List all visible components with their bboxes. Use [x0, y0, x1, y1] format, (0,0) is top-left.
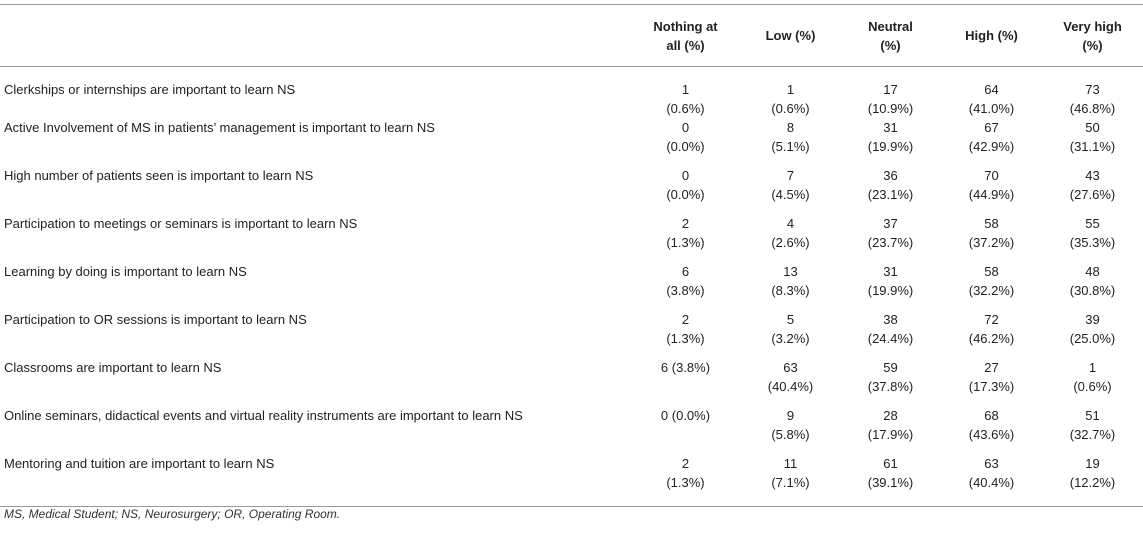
- cell-value: 6 (3.8%): [660, 360, 711, 375]
- cell-value: 73: [1085, 82, 1100, 97]
- cell-neutral: [840, 214, 941, 262]
- cell-percent: (42.9%): [968, 139, 1015, 154]
- cell-neutral: [840, 310, 941, 358]
- cell-very-high: [1042, 454, 1143, 506]
- cell-percent: (4.5%): [771, 187, 810, 202]
- row-label: Participation to meetings or seminars is important to learn NS: [4, 216, 358, 231]
- cell-value: 72: [984, 312, 999, 327]
- row-label: Classrooms are important to learn NS: [4, 360, 222, 375]
- cell-percent: (46.2%): [968, 331, 1015, 346]
- cell-value: 1: [681, 82, 690, 97]
- cell-neutral: [840, 454, 941, 506]
- cell-high: [941, 166, 1042, 214]
- row-label: Clerkships or internships are important to learn NS: [4, 82, 296, 97]
- cell-value: 48: [1085, 264, 1100, 279]
- header-neutral: Neutral (%): [868, 18, 913, 53]
- cell-percent: (46.8%): [1069, 101, 1116, 116]
- cell-low: [741, 406, 840, 454]
- cell-percent: (19.9%): [867, 283, 914, 298]
- cell-neutral: [840, 358, 941, 406]
- table-footnote: MS, Medical Student; NS, Neurosurgery; OR, Operating Room.: [4, 507, 341, 521]
- cell-value: 0 (0.0%): [660, 408, 711, 423]
- header-very-high: Very high (%): [1063, 18, 1122, 53]
- cell-nothing-at-all: [630, 166, 741, 214]
- table-row: [0, 358, 1143, 406]
- cell-value: 4: [786, 216, 795, 231]
- cell-neutral: [840, 262, 941, 310]
- cell-value: 39: [1085, 312, 1100, 327]
- row-label: Participation to OR sessions is important to learn NS: [4, 312, 307, 327]
- cell-percent: (19.9%): [867, 139, 914, 154]
- cell-value: 37: [883, 216, 898, 231]
- cell-value: 67: [984, 120, 999, 135]
- cell-low: [741, 310, 840, 358]
- table-row: [0, 310, 1143, 358]
- cell-value: 58: [984, 264, 999, 279]
- cell-value: 28: [883, 408, 898, 423]
- cell-value: 17: [883, 82, 898, 97]
- table-row: [0, 454, 1143, 506]
- cell-value: 59: [883, 360, 898, 375]
- cell-percent: (5.1%): [771, 139, 810, 154]
- cell-very-high: [1042, 262, 1143, 310]
- table-row: [0, 166, 1143, 214]
- cell-neutral: [840, 67, 941, 119]
- row-label: Learning by doing is important to learn NS: [4, 264, 247, 279]
- cell-percent: (27.6%): [1069, 187, 1116, 202]
- cell-value: 6: [681, 264, 690, 279]
- cell-high: [941, 310, 1042, 358]
- header-high: High (%): [965, 28, 1018, 43]
- cell-high: [941, 262, 1042, 310]
- cell-value: 5: [786, 312, 795, 327]
- cell-percent: (25.0%): [1069, 331, 1116, 346]
- cell-value: 0: [681, 120, 690, 135]
- cell-percent: (41.0%): [968, 101, 1015, 116]
- cell-high: [941, 454, 1042, 506]
- cell-low: [741, 67, 840, 119]
- cell-value: 2: [681, 456, 690, 471]
- cell-value: 31: [883, 120, 898, 135]
- cell-nothing-at-all: [630, 118, 741, 166]
- cell-nothing-at-all: [630, 67, 741, 119]
- cell-value: 27: [984, 360, 999, 375]
- row-label: Mentoring and tuition are important to learn NS: [4, 456, 275, 471]
- cell-percent: (5.8%): [771, 427, 810, 442]
- cell-value: 63: [984, 456, 999, 471]
- cell-neutral: [840, 166, 941, 214]
- cell-value: 8: [786, 120, 795, 135]
- cell-value: 58: [984, 216, 999, 231]
- table-row: [0, 406, 1143, 454]
- cell-value: 50: [1085, 120, 1100, 135]
- cell-percent: (17.9%): [867, 427, 914, 442]
- cell-percent: (32.2%): [968, 283, 1015, 298]
- cell-percent: (1.3%): [666, 331, 705, 346]
- cell-very-high: [1042, 118, 1143, 166]
- cell-value: 1: [1088, 360, 1097, 375]
- cell-very-high: [1042, 67, 1143, 119]
- cell-low: [741, 262, 840, 310]
- header-nothing-at-all: Nothing at all (%): [653, 18, 718, 53]
- cell-neutral: [840, 406, 941, 454]
- cell-very-high: [1042, 358, 1143, 406]
- cell-percent: (17.3%): [968, 379, 1015, 394]
- cell-nothing-at-all: [630, 262, 741, 310]
- header-row: [0, 5, 1143, 67]
- header-low: Low (%): [765, 28, 816, 43]
- table-body: [0, 67, 1143, 507]
- cell-value: 2: [681, 312, 690, 327]
- cell-percent: (39.1%): [867, 475, 914, 490]
- cell-percent: (23.7%): [867, 235, 914, 250]
- cell-value: 31: [883, 264, 898, 279]
- cell-percent: (44.9%): [968, 187, 1015, 202]
- cell-percent: (10.9%): [867, 101, 914, 116]
- cell-percent: (7.1%): [771, 475, 810, 490]
- table-row: [0, 262, 1143, 310]
- cell-value: 68: [984, 408, 999, 423]
- cell-value: 63: [783, 360, 798, 375]
- cell-percent: (2.6%): [771, 235, 810, 250]
- cell-percent: (1.3%): [666, 235, 705, 250]
- table-row: [0, 214, 1143, 262]
- cell-percent: (43.6%): [968, 427, 1015, 442]
- cell-value: 36: [883, 168, 898, 183]
- cell-value: 0: [681, 168, 690, 183]
- cell-neutral: [840, 118, 941, 166]
- cell-percent: (32.7%): [1069, 427, 1116, 442]
- cell-value: 38: [883, 312, 898, 327]
- header-label-column: [0, 5, 630, 67]
- cell-high: [941, 214, 1042, 262]
- cell-very-high: [1042, 166, 1143, 214]
- cell-value: 11: [783, 456, 798, 471]
- cell-percent: (3.2%): [771, 331, 810, 346]
- cell-percent: (23.1%): [867, 187, 914, 202]
- table-row: [0, 118, 1143, 166]
- cell-low: [741, 214, 840, 262]
- cell-value: 9: [786, 408, 795, 423]
- cell-nothing-at-all: [630, 310, 741, 358]
- cell-value: 13: [783, 264, 798, 279]
- cell-percent: (35.3%): [1069, 235, 1116, 250]
- cell-nothing-at-all: [630, 214, 741, 262]
- cell-percent: (1.3%): [666, 475, 705, 490]
- cell-value: 61: [883, 456, 898, 471]
- cell-percent: (37.8%): [867, 379, 914, 394]
- cell-percent: (40.4%): [767, 379, 814, 394]
- cell-percent: (0.6%): [1073, 379, 1112, 394]
- cell-high: [941, 406, 1042, 454]
- survey-table: [0, 4, 1143, 507]
- cell-percent: (37.2%): [968, 235, 1015, 250]
- cell-very-high: [1042, 214, 1143, 262]
- survey-table-container: [0, 4, 1143, 507]
- cell-nothing-at-all: [630, 454, 741, 506]
- row-label: Active Involvement of MS in patients’ management is important to learn NS: [4, 120, 435, 135]
- cell-percent: (0.0%): [666, 187, 705, 202]
- cell-very-high: [1042, 406, 1143, 454]
- cell-percent: (40.4%): [968, 475, 1015, 490]
- row-label: High number of patients seen is important to learn NS: [4, 168, 314, 183]
- cell-high: [941, 67, 1042, 119]
- cell-low: [741, 118, 840, 166]
- cell-percent: (12.2%): [1069, 475, 1116, 490]
- cell-value: 7: [786, 168, 795, 183]
- cell-nothing-at-all: [630, 406, 741, 454]
- table-row: [0, 67, 1143, 119]
- cell-value: 1: [786, 82, 795, 97]
- cell-value: 19: [1085, 456, 1100, 471]
- cell-high: [941, 118, 1042, 166]
- cell-low: [741, 358, 840, 406]
- cell-high: [941, 358, 1042, 406]
- cell-percent: (24.4%): [867, 331, 914, 346]
- cell-percent: (8.3%): [771, 283, 810, 298]
- cell-percent: (30.8%): [1069, 283, 1116, 298]
- cell-percent: (0.0%): [666, 139, 705, 154]
- cell-percent: (31.1%): [1069, 139, 1116, 154]
- cell-nothing-at-all: [630, 358, 741, 406]
- row-label: Online seminars, didactical events and virtual reality instruments are important to learn NS: [4, 408, 523, 423]
- cell-value: 51: [1085, 408, 1100, 423]
- cell-low: [741, 454, 840, 506]
- cell-very-high: [1042, 310, 1143, 358]
- cell-percent: (3.8%): [666, 283, 705, 298]
- cell-value: 55: [1085, 216, 1100, 231]
- cell-percent: (0.6%): [771, 101, 810, 116]
- cell-low: [741, 166, 840, 214]
- cell-value: 70: [984, 168, 999, 183]
- cell-value: 2: [681, 216, 690, 231]
- table-header: [0, 5, 1143, 67]
- cell-value: 43: [1085, 168, 1100, 183]
- cell-percent: (0.6%): [666, 101, 705, 116]
- cell-value: 64: [984, 82, 999, 97]
